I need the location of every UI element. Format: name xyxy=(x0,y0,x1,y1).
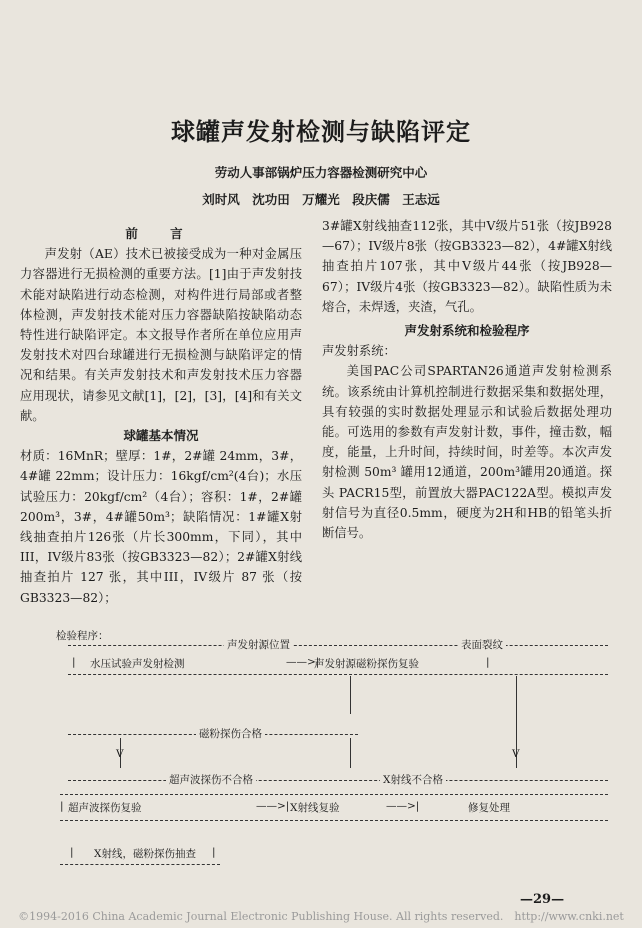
flow-row4-bottom-line xyxy=(60,820,608,821)
right-column xyxy=(322,216,612,543)
flow-node-xray-recheck: X射线复验 xyxy=(290,802,340,814)
basic-info-paragraph: 材质：16MnR；壁厚：1#，2#罐 24mm，3#，4#罐 22mm；设计压力：16kgf/cm²(4台)；水压试验压力：20kgf/cm²（4台）；容积：1#，2#罐200m³，3#，4#罐50m³；缺陷情况：1#罐X射线抽查拍片126张（片长300mm，下同），其中III，IV级片83张（按GB3323—82）；2#罐X射线抽查拍片 127 张，其中III，IV级片 87 张（按 GB3323—82）； xyxy=(20,449,302,605)
preface-paragraph: 声发射（AE）技术已被接受成为一种对金属压力容器进行无损检测的重要方法。[1]由于声发射技术能对缺陷进行动态检测，对构件进行局部或者整体检测，声发射技术能对压力容器缺陷按缺陷动态特性进行缺陷评定。本文报导作者所在单位应用声发射技术对四台球罐进行无损检测与缺陷评定的情况和结果。有关声发射技术和声发射技术压力容器应用现状，请参见文献[1]，[2]，[3]，[4]和有关文献。 xyxy=(20,247,302,423)
continued-paragraph: 3#罐X射线抽查112张，其中V级片51张（按JB928—67）；IV级片8张（按GB3323—82），4#罐X射线抽查拍片107张，其中V级片44张（按JB928—67）；IV级片4张（按GB3323—82）。缺陷性质为未熔合，未焊透，夹渣，气孔。 xyxy=(322,219,612,314)
flow-bar-icon: | xyxy=(486,656,490,668)
flow-node-ut-fail: 超声波探伤不合格 xyxy=(166,772,256,787)
flow-down-arrow-icon: V xyxy=(512,748,520,760)
flow-node-xray-fail: X射线不合格 xyxy=(380,772,446,787)
flow-bar-icon: | xyxy=(72,656,76,668)
flow-row4-top-line xyxy=(60,794,608,795)
flow-arrow-icon: ——>| xyxy=(386,800,420,812)
flow-connector xyxy=(350,738,351,768)
flow-node-hydro-ae-test: 水压试验声发射检测 xyxy=(90,658,185,670)
flow-node-surface-crack: 表面裂纹 xyxy=(458,637,506,652)
flow-row3-line xyxy=(68,780,608,781)
inspection-flowchart xyxy=(56,628,616,868)
flow-node-mt-pass: 磁粉探伤合格 xyxy=(196,726,265,741)
basic-info-heading: 球罐基本情况 xyxy=(123,428,199,444)
flow-node-ut-recheck: 超声波探伤复验 xyxy=(68,802,142,814)
flow-row1-bottom-line xyxy=(68,674,608,675)
flow-down-arrow-icon: V xyxy=(116,748,124,760)
page-number: —29— xyxy=(520,892,565,907)
flow-node-ae-source-position: 声发射源位置 xyxy=(224,637,293,652)
flow-connector xyxy=(350,676,351,714)
flow-arrow-icon: ——>| xyxy=(286,656,320,668)
authors: 刘时风 沈功田 万耀光 段庆儒 王志远 xyxy=(202,192,440,207)
affiliation: 劳动人事部锅炉压力容器检测研究中心 xyxy=(214,165,428,180)
paper-title: 球罐声发射检测与缺陷评定 xyxy=(171,117,471,146)
flow-row1-top-line xyxy=(68,645,608,646)
flow-bar-icon: | xyxy=(60,800,64,812)
copyright-watermark: ©1994-2016 China Academic Journal Electronic Publishing House. All rights reserved. http://www.cnki.net xyxy=(18,910,624,923)
flow-bar-icon: | xyxy=(212,846,216,858)
preface-heading: 前 言 xyxy=(125,226,197,241)
flow-node-mt-recheck: 声发射源磁粉探伤复验 xyxy=(314,658,419,670)
system-heading: 声发射系统和检验程序 xyxy=(404,323,530,339)
flow-bar-icon: | xyxy=(70,846,74,858)
flow-node-spot-check: X射线，磁粉探伤抽查 xyxy=(94,848,196,860)
flow-row5-line xyxy=(60,864,220,865)
flow-node-repair: 修复处理 xyxy=(468,802,510,814)
flow-heading: 检验程序： xyxy=(56,630,109,642)
system-label: 声发射系统： xyxy=(322,344,396,359)
flow-arrow-icon: ——>| xyxy=(256,800,290,812)
system-paragraph: 美国PAC公司SPARTAN26通道声发射检测系统。该系统由计算机控制进行数据采集和数据处理，具有较强的实时数据处理显示和试验后数据处理功能。可选用的参数有声发射计数，事件，撞击数，幅度，能量，上升时间，持续时间，时差等。本次声发射检测 50m³ 罐用12通道，200m³罐用20通道。探头 PACR15型，前置放大器PAC122A型。模拟声发射信号为直径0.5mm，硬度为2H和HB的铅笔头折断信号。 xyxy=(322,364,612,541)
left-column xyxy=(20,224,302,608)
